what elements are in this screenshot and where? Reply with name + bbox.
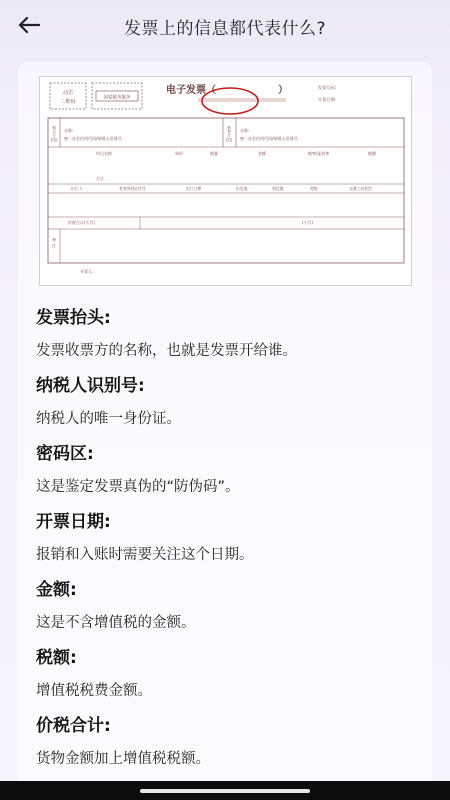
section-issue-date — [36, 510, 416, 578]
invoice-title: 电子发票（ — [166, 85, 216, 96]
section-desc: 货物金额加上增值税税额。 — [36, 751, 210, 767]
issue-date-label: 开票日期: — [318, 97, 337, 102]
service-label: 国家税务服务 — [103, 95, 131, 101]
section-invoice-header — [36, 306, 416, 374]
col-item: 项目名称 — [96, 151, 112, 156]
invoice-no-label: 发票号码: — [318, 85, 337, 90]
transport-col-4: 到达地 — [272, 186, 284, 191]
transport-col-1: 有效身份证件号 — [119, 186, 146, 191]
section-heading: 纳税人识别号: — [36, 376, 145, 396]
info-sections — [36, 306, 416, 782]
transport-col-0: 出行人 — [71, 186, 83, 191]
total-label: 合计 — [96, 176, 104, 181]
back-button[interactable] — [14, 10, 44, 40]
col-qty: 数量 — [210, 151, 218, 156]
invoice-title-close: ） — [278, 85, 288, 96]
arrow-left-icon — [18, 16, 40, 34]
section-heading: 发票抬头: — [36, 308, 111, 328]
sum-small-label: (小写) — [302, 220, 314, 225]
page-title: 发票上的信息都代表什么? — [123, 19, 327, 39]
content-card — [18, 62, 432, 800]
section-total — [36, 714, 416, 782]
section-heading: 密码区: — [36, 444, 94, 464]
qr-label-2: 二维码 — [60, 99, 76, 105]
section-desc: 报销和入账时需要关注这个日期。 — [36, 547, 254, 563]
section-amount — [36, 578, 416, 646]
section-heading: 价税合计: — [36, 716, 111, 736]
section-heading: 税额: — [36, 648, 77, 668]
sum-label: 价税合计(大写) — [68, 220, 96, 225]
transport-col-6: 交通工具类型 — [349, 186, 372, 191]
col-amount: 金额 — [258, 151, 266, 156]
buyer-name-label: 名称: — [64, 128, 74, 133]
col-tax: 税额 — [368, 151, 376, 156]
section-heading: 开票日期: — [36, 512, 111, 532]
seller-side-label: 销售方信息 — [225, 126, 233, 142]
section-desc: 发票收票方的名称，也就是发票开给谁。 — [36, 343, 297, 359]
section-desc: 这是鉴定发票真伪的“防伪码”。 — [36, 479, 240, 495]
seller-taxid-label: 统一社会信用代码/纳税人识别号: — [240, 136, 299, 141]
system-nav-bar — [0, 781, 450, 800]
buyer-taxid-label: 统一社会信用代码/纳税人识别号: — [64, 136, 123, 141]
remark-label: 备注 — [52, 237, 56, 248]
seal-text: · · · · · — [225, 93, 235, 97]
qr-label-1: 动态 — [62, 90, 74, 96]
transport-col-3: 出发地 — [236, 186, 248, 191]
section-desc: 这是不含增值税的金额。 — [36, 615, 196, 631]
transport-col-5: 等级 — [310, 186, 318, 191]
transport-col-2: 出行日期 — [186, 186, 202, 191]
header-bar — [0, 0, 450, 52]
home-indicator[interactable] — [140, 789, 310, 793]
section-desc: 纳税人的唯一身份证。 — [36, 411, 181, 427]
section-taxpayer-id — [36, 374, 416, 442]
svg-text:· · ·: · · · — [227, 102, 233, 106]
col-unit: 单价 — [175, 151, 183, 156]
section-tax — [36, 646, 416, 714]
seller-name-label: 名称: — [240, 128, 250, 133]
section-heading: 金额: — [36, 580, 77, 600]
drawer-label: 开票人: — [80, 269, 94, 274]
invoice-image — [39, 76, 412, 286]
buyer-side-label: 购买方信息 — [50, 126, 58, 142]
section-desc: 增值税税费金额。 — [36, 683, 152, 699]
col-rate: 税率/征收率 — [308, 151, 330, 156]
section-password-area — [36, 442, 416, 510]
